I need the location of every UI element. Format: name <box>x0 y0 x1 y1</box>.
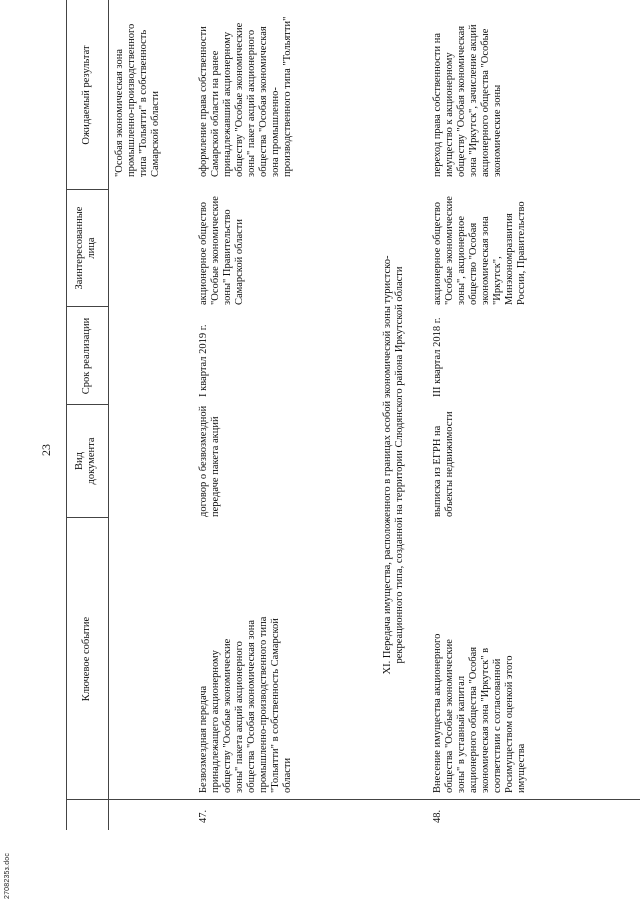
row-47-number: 47. <box>198 809 209 823</box>
row-47-doc-type: договор о безвозмездной передаче пакета акций <box>198 405 221 517</box>
row-48-number: 48. <box>432 809 443 823</box>
row-48-term: III квартал 2018 г. <box>432 317 443 397</box>
table-top-rule <box>66 0 67 830</box>
header-doc-type: Вид документа <box>74 437 97 485</box>
row-47-event: Безвозмездная передача принадлежащего акционерному обществу "Особые экономические зоны" пакета акций акционерного общества "Особая экономическая зона промышленно-производственного типа "Тольятти" в собственность Самарской области <box>198 616 293 793</box>
header-bottom-rule <box>108 0 109 830</box>
continuation-result: "Особая экономическая зона промышленно-производственного типа "Тольятти" в собственность Самарской области <box>114 23 161 177</box>
row-48-result: переход права собственности на имущество к акционерному обществу "Особая экономическая зона "Иркутск", зачисление акций акционерного общества "Особые экономические зоны <box>432 24 503 177</box>
row-47-term: I квартал 2019 г. <box>198 324 209 397</box>
header-result: Ожидаемый результат <box>81 45 92 145</box>
header-term: Срок реализации <box>81 317 92 395</box>
header-parties: Заинтересованные лица <box>74 206 97 290</box>
row-48-doc-type: выписка из ЕГРН на объекты недвижимости <box>432 411 455 517</box>
row-48-event: Внесение имущества акционерного общества "Особые экономические зоны" в уставный капитал акционерного общества "Особая экономическая зона "Иркутск" в соответствии с согласованной Росимуществом оценкой этого имущества <box>432 633 527 793</box>
section-title: XI. Передача имущества, расположенного в границах особой экономической зоны туристско-рекреационного типа, созданной на территории Слюдянского района Иркутской области <box>382 255 405 675</box>
col-divider-num <box>66 799 640 800</box>
document-code: 2708235з.doc <box>4 852 11 899</box>
page-number: 23 <box>39 444 53 456</box>
row-47-parties: акционерное общество "Особые экономические зоны" Правительство Самарской области <box>198 196 245 305</box>
header-event: Ключевое событие <box>81 616 92 702</box>
row-47-result: оформление права собственности Самарской области на ранее принадлежавший акционерному обществу "Особые экономические зоны" пакет акций акционерного общества "Особая экономическая зона промышленно-производственного типа "Тольятти" <box>198 16 293 177</box>
row-48-parties: акционерное общество "Особые экономические зоны", акционерное общество "Особая экономическая зона "Иркутск", Минэкономразвития России, Правительство <box>432 196 527 305</box>
